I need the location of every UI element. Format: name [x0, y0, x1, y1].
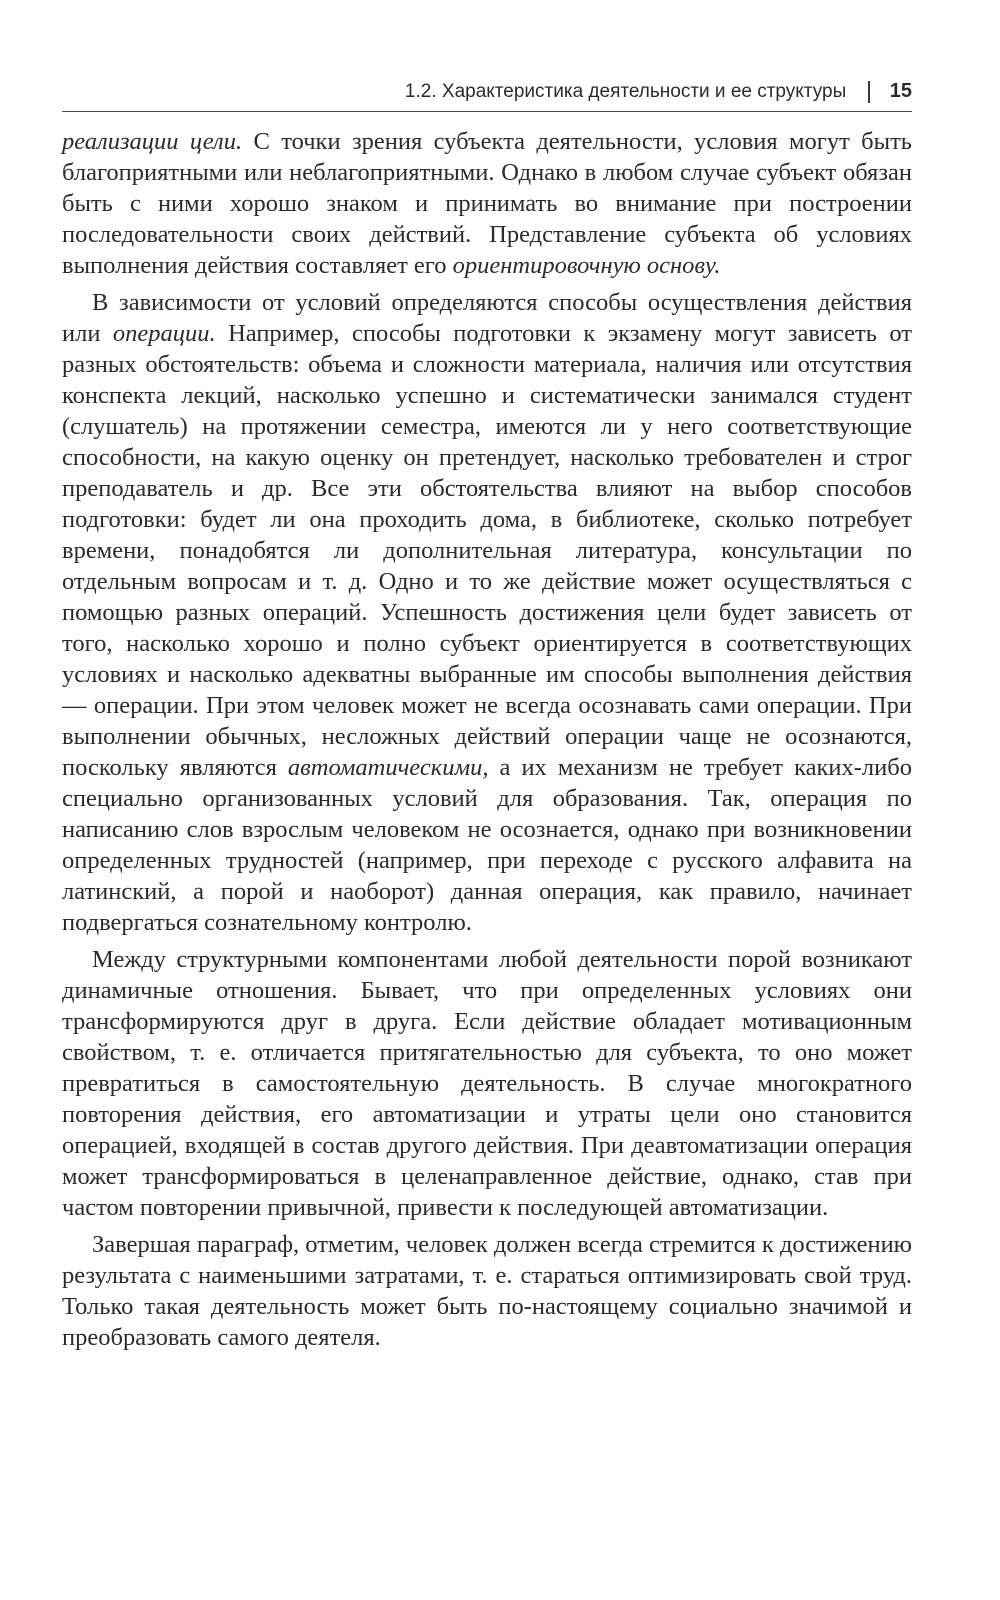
text-run: Завершая параграф, отметим, человек должен всегда стремится к достижению результата с наименьшими затратами, т. е. стараться оптимизировать свой труд. Только такая деятельность может быть по-настоящему социально значимой и преобразовать самого деятеля. [62, 1231, 912, 1351]
paragraph-4 [62, 1229, 912, 1353]
text-run: С точки зрения субъекта деятельности, условия могут быть благоприятными или неблагоприятными. Однако в любом случае субъект обязан быть с ними хорошо знаком и принимать во внимание при построении последовательности своих действий. Представление субъекта об условиях выполнения действия составляет его [62, 128, 912, 279]
paragraph-1 [62, 126, 912, 281]
header-separator [868, 81, 870, 103]
text-run: В зависимости от условий определяются способы осуществления действия или [62, 289, 912, 347]
text-run: а их механизм не требует каких-либо специально организованных условий для образования. Так, операция по написанию слов взрослым человеком не осознается, однако при возникновении определенных трудностей (например, при переходе с русского алфавита на латинский, а порой и наоборот) данная операция, как правило, начинает подвергаться сознательному контролю. [62, 754, 912, 936]
paragraph-3 [62, 944, 912, 1223]
text-run: реализации цели. [62, 128, 243, 155]
text-run: Например, способы подготовки к экзамену могут зависеть от разных обстоятельств: объема и сложности материала, наличия или отсутствия конспекта лекций, насколько успешно и систематически занимался студент (слушатель) на протяжении семестра, имеются ли у него соответствующие способности, на какую оценку он претендует, насколько требователен и строг преподаватель и др. Все эти обстоятельства влияют на выбор способов подготовки: будет ли она проходить дома, в библиотеке, сколько потребует времени, понадобятся ли дополнительная литература, консультации по отдельным вопросам и т. д. Одно и то же действие может осуществляться с помощью разных операций. Успешность достижения цели будет зависеть от того, насколько хорошо и полно субъект ориентируется в соответствующих условиях и насколько адекватны выбранные им способы выполнения действия — операции. При этом человек может не всегда осознавать сами операции. При выполнении обычных, несложных действий операции чаще не осознаются, поскольку являются [62, 320, 912, 781]
paragraph-2 [62, 287, 912, 938]
text-run: операции. [112, 320, 216, 347]
page-number: 15 [889, 80, 912, 102]
text-run: ориентировочную основу. [452, 252, 721, 279]
text-body [62, 126, 912, 1359]
running-header [62, 76, 912, 112]
section-title: 1.2. Характеристика деятельности и ее структуры [404, 80, 847, 102]
text-run: автоматическими, [287, 754, 489, 781]
text-run: Между структурными компонентами любой деятельности порой возникают динамичные отношения. Бывает, что при определенных условиях они трансформируются друг в друга. Если действие обладает мотивационным свойством, т. е. отличается притягательностью для субъекта, то оно может превратиться в самостоятельную деятельность. В случае многократного повторения действия, его автоматизации и утраты цели оно становится операцией, входящей в состав другого действия. При деавтоматизации операция может трансформироваться в целенаправленное действие, однако, став при частом повторении привычной, привести к последующей автоматизации. [62, 946, 912, 1221]
